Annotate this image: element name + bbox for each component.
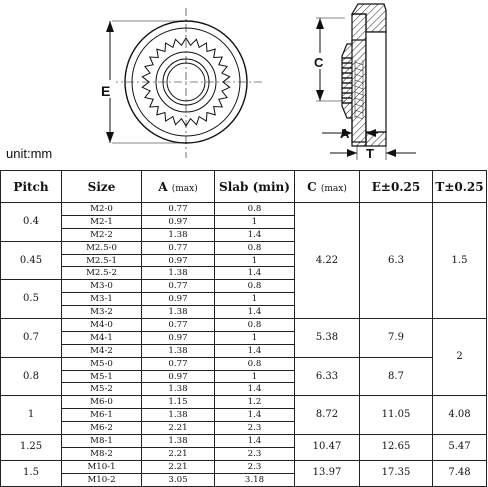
cell-slab-min: 0.8 (215, 319, 295, 332)
cell-a-max: 1.38 (142, 267, 215, 280)
cell-size: M3-0 (62, 280, 142, 293)
cell-c-max: 6.33 (295, 357, 360, 396)
cell-slab-min: 1.4 (215, 228, 295, 241)
cell-slab-min: 1.4 (215, 306, 295, 319)
cell-c-max: 5.38 (295, 319, 360, 358)
cell-e: 12.65 (360, 435, 433, 461)
cell-pitch: 1.5 (1, 460, 62, 486)
cell-t: 2 (433, 319, 487, 396)
cell-e: 17.35 (360, 460, 433, 486)
cell-pitch: 0.5 (1, 280, 62, 319)
cell-size: M10-1 (62, 460, 142, 473)
cell-a-max: 0.97 (142, 254, 215, 267)
cell-e: 6.3 (360, 203, 433, 319)
cell-a-max: 1.38 (142, 228, 215, 241)
cell-slab-min: 2.3 (215, 422, 295, 435)
cell-t: 5.47 (433, 435, 487, 461)
cell-a-max: 1.38 (142, 383, 215, 396)
cell-slab-min: 1 (215, 254, 295, 267)
dimension-t (330, 146, 416, 161)
front-view (110, 8, 262, 158)
cell-pitch: 0.45 (1, 241, 62, 280)
table-row (1, 203, 487, 216)
cell-t: 7.48 (433, 460, 487, 486)
cell-slab-min: 1.4 (215, 344, 295, 357)
header-slab: Slab (min) (215, 171, 295, 203)
cell-a-max: 2.21 (142, 422, 215, 435)
cell-a-max: 3.05 (142, 473, 215, 486)
cell-e: 7.9 (360, 319, 433, 358)
cell-a-max: 0.97 (142, 215, 215, 228)
cell-size: M8-2 (62, 447, 142, 460)
cell-a-max: 0.77 (142, 357, 215, 370)
cell-pitch: 1.25 (1, 435, 62, 461)
cell-slab-min: 3.18 (215, 473, 295, 486)
cell-size: M4-2 (62, 344, 142, 357)
cell-slab-min: 1.4 (215, 267, 295, 280)
cell-slab-min: 0.8 (215, 241, 295, 254)
cell-size: M2-0 (62, 203, 142, 216)
table-row (1, 396, 487, 409)
dimension-label-t: T (366, 146, 374, 161)
cell-size: M4-0 (62, 319, 142, 332)
cell-slab-min: 1 (215, 370, 295, 383)
cell-a-max: 0.97 (142, 293, 215, 306)
cell-size: M4-1 (62, 331, 142, 344)
cell-size: M5-2 (62, 383, 142, 396)
header-c-label: C (307, 179, 317, 194)
cell-size: M5-1 (62, 370, 142, 383)
cell-slab-min: 2.3 (215, 460, 295, 473)
table-row (1, 460, 487, 473)
cell-a-max: 1.38 (142, 306, 215, 319)
nut-technical-drawing (0, 0, 488, 170)
unit-label: unit:mm (6, 146, 53, 161)
spec-table-body (1, 203, 487, 487)
cell-slab-min: 0.8 (215, 203, 295, 216)
header-a-sub: (max) (171, 183, 198, 194)
cell-slab-min: 1 (215, 293, 295, 306)
header-pitch: Pitch (1, 171, 62, 203)
cell-t: 1.5 (433, 203, 487, 319)
cell-slab-min: 1 (215, 215, 295, 228)
header-e: E±0.25 (360, 171, 433, 203)
cell-size: M3-1 (62, 293, 142, 306)
cell-slab-min: 1.4 (215, 383, 295, 396)
cell-pitch: 0.8 (1, 357, 62, 396)
cell-slab-min: 0.8 (215, 280, 295, 293)
header-t: T±0.25 (433, 171, 487, 203)
cell-a-max: 0.77 (142, 319, 215, 332)
cell-a-max: 1.38 (142, 435, 215, 448)
dimension-label-c: C (314, 55, 324, 70)
cell-size: M6-1 (62, 409, 142, 422)
cell-slab-min: 1.4 (215, 409, 295, 422)
cell-a-max: 2.21 (142, 460, 215, 473)
cell-size: M10-2 (62, 473, 142, 486)
cell-a-max: 0.77 (142, 280, 215, 293)
cell-c-max: 4.22 (295, 203, 360, 319)
cell-size: M2.5-2 (62, 267, 142, 280)
cell-slab-min: 1 (215, 331, 295, 344)
dimension-c (312, 18, 345, 101)
cell-slab-min: 2.3 (215, 447, 295, 460)
cell-a-max: 0.77 (142, 203, 215, 216)
cell-a-max: 1.38 (142, 409, 215, 422)
header-a-label: A (158, 179, 168, 194)
cell-slab-min: 1.2 (215, 396, 295, 409)
side-view (342, 4, 386, 146)
cell-size: M6-0 (62, 396, 142, 409)
cell-e: 8.7 (360, 357, 433, 396)
cell-size: M3-2 (62, 306, 142, 319)
cell-c-max: 13.97 (295, 460, 360, 486)
cell-a-max: 2.21 (142, 447, 215, 460)
header-c (295, 171, 360, 203)
cell-size: M6-2 (62, 422, 142, 435)
cell-t: 4.08 (433, 396, 487, 435)
table-row (1, 319, 487, 332)
cell-pitch: 0.7 (1, 319, 62, 358)
cell-slab-min: 1.4 (215, 435, 295, 448)
table-row (1, 357, 487, 370)
cell-slab-min: 0.8 (215, 357, 295, 370)
dimension-label-e: E (101, 83, 111, 99)
cell-a-max: 0.97 (142, 331, 215, 344)
table-row (1, 435, 487, 448)
header-a (142, 171, 215, 203)
cell-size: M2.5-0 (62, 241, 142, 254)
spec-table (0, 170, 487, 487)
cell-a-max: 1.38 (142, 344, 215, 357)
cell-size: M2-2 (62, 228, 142, 241)
cell-c-max: 8.72 (295, 396, 360, 435)
table-header-row (1, 171, 487, 203)
cell-size: M2-1 (62, 215, 142, 228)
cell-pitch: 1 (1, 396, 62, 435)
cell-c-max: 10.47 (295, 435, 360, 461)
cell-e: 11.05 (360, 396, 433, 435)
cell-size: M8-1 (62, 435, 142, 448)
cell-a-max: 0.77 (142, 241, 215, 254)
dimension-label-a: A (340, 126, 350, 141)
cell-a-max: 1.15 (142, 396, 215, 409)
header-size: Size (62, 171, 142, 203)
cell-size: M2.5-1 (62, 254, 142, 267)
cell-a-max: 0.97 (142, 370, 215, 383)
cell-size: M5-0 (62, 357, 142, 370)
cell-pitch: 0.4 (1, 203, 62, 242)
header-c-sub: (max) (320, 183, 347, 194)
